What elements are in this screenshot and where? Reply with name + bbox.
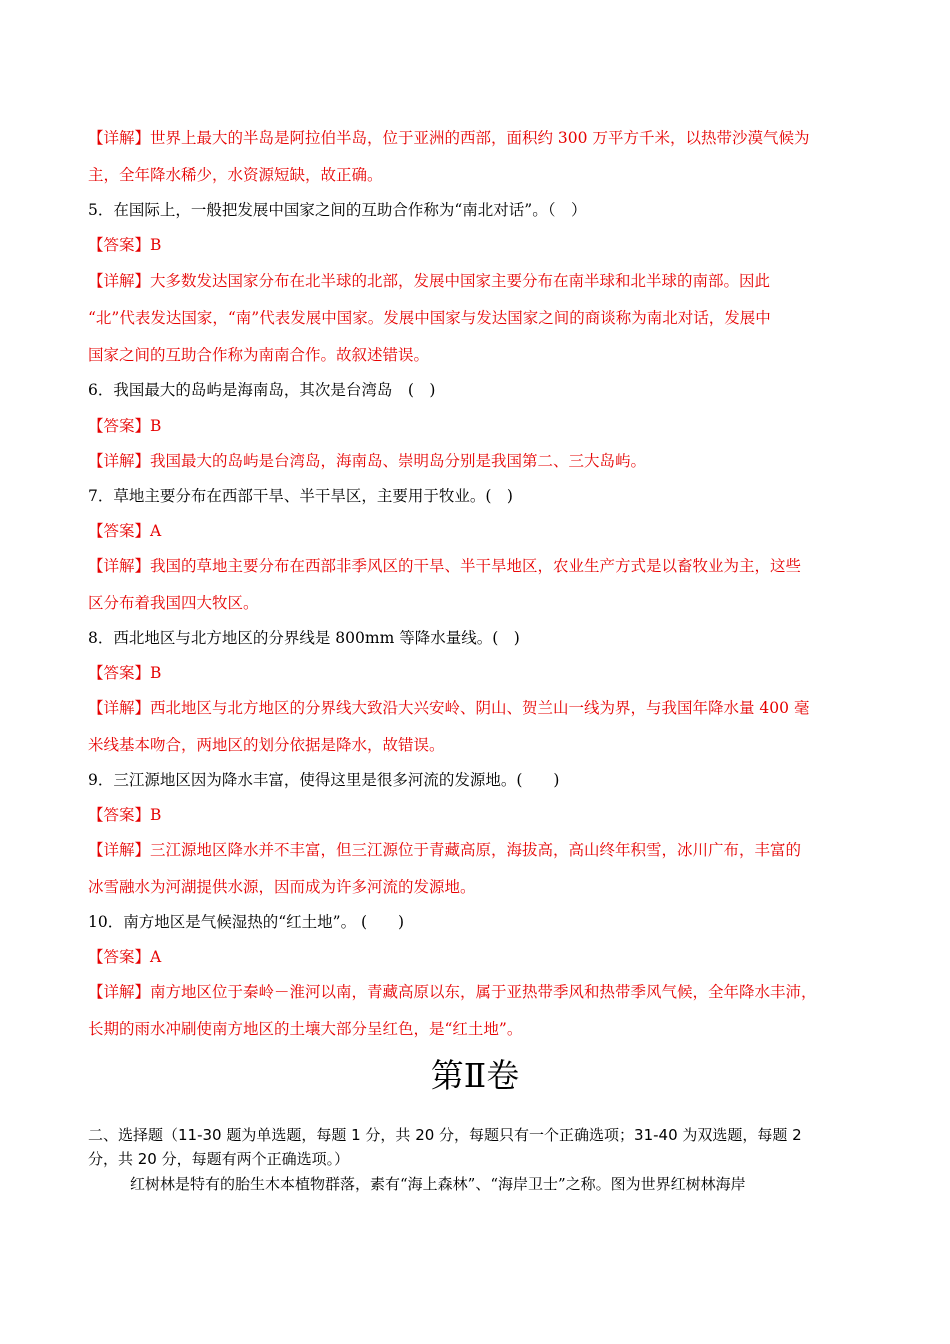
explanation-line: 区分布着我国四大牧区。 [88, 594, 259, 612]
question-10: 10．南方地区是气候湿热的“红土地”。 ( ) [88, 913, 405, 931]
explanation-line: 米线基本吻合，两地区的划分依据是降水，故错误。 [88, 736, 445, 754]
section-instructions: 二、选择题（11-30 题为单选题，每题 1 分，共 20 分，每题只有一个正确选项；31-40 为双选题，每题 2 [88, 1126, 802, 1144]
explanation-line: 【详解】大多数发达国家分布在北半球的北部，发展中国家主要分布在南半球和北半球的南部。因此 [88, 272, 771, 290]
explanation-line: 【详解】我国最大的岛屿是台湾岛，海南岛、崇明岛分别是我国第二、三大岛屿。 [88, 452, 647, 470]
answer-6: 【答案】B [88, 417, 162, 435]
question-6: 6．我国最大的岛屿是海南岛，其次是台湾岛 ( ) [88, 381, 436, 399]
question-5: 5．在国际上，一般把发展中国家之间的互助合作称为“南北对话”。（ ） [88, 201, 587, 219]
explanation-line: 国家之间的互助合作称为南南合作。故叙述错误。 [88, 346, 430, 364]
section-instructions: 分，共 20 分，每题有两个正确选项。） [88, 1150, 350, 1168]
explanation-line: 【详解】西北地区与北方地区的分界线大致沿大兴安岭、阴山、贺兰山一线为界，与我国年降水量 400 毫 [88, 699, 810, 717]
explanation-line: “北”代表发达国家，“南”代表发展中国家。发展中国家与发达国家之间的商谈称为南北对话，发展中 [88, 309, 771, 327]
answer-9: 【答案】B [88, 806, 162, 824]
passage-text: 红树林是特有的胎生木本植物群落，素有“海上森林”、“海岸卫士”之称。图为世界红树林海岸 [130, 1175, 746, 1193]
section-title: 第Ⅱ卷 [430, 1056, 520, 1095]
question-8: 8．西北地区与北方地区的分界线是 800mm 等降水量线。( ) [88, 629, 520, 647]
explanation-line: 【详解】我国的草地主要分布在西部非季风区的干旱、半干旱地区，农业生产方式是以畜牧业为主，这些 [88, 557, 802, 575]
answer-7: 【答案】A [88, 522, 162, 540]
explanation-line: 【详解】三江源地区降水并不丰富，但三江源位于青藏高原，海拔高，高山终年积雪，冰川广布，丰富的 [88, 841, 802, 859]
explanation-line: 【详解】世界上最大的半岛是阿拉伯半岛，位于亚洲的西部，面积约 300 万平方千米，以热带沙漠气候为 [88, 129, 810, 147]
answer-10: 【答案】A [88, 948, 162, 966]
answer-5: 【答案】B [88, 236, 162, 254]
question-9: 9．三江源地区因为降水丰富，使得这里是很多河流的发源地。( ) [88, 771, 560, 789]
answer-8: 【答案】B [88, 664, 162, 682]
question-7: 7．草地主要分布在西部干旱、半干旱区，主要用于牧业。( ) [88, 487, 513, 505]
explanation-line: 主，全年降水稀少，水资源短缺，故正确。 [88, 166, 383, 184]
explanation-line: 冰雪融水为河湖提供水源，因而成为许多河流的发源地。 [88, 878, 476, 896]
explanation-line: 长期的雨水冲刷使南方地区的土壤大部分呈红色，是“红土地”。 [88, 1020, 523, 1038]
explanation-line: 【详解】南方地区位于秦岭－淮河以南，青藏高原以东，属于亚热带季风和热带季风气候，全年降水丰沛， [88, 983, 817, 1001]
